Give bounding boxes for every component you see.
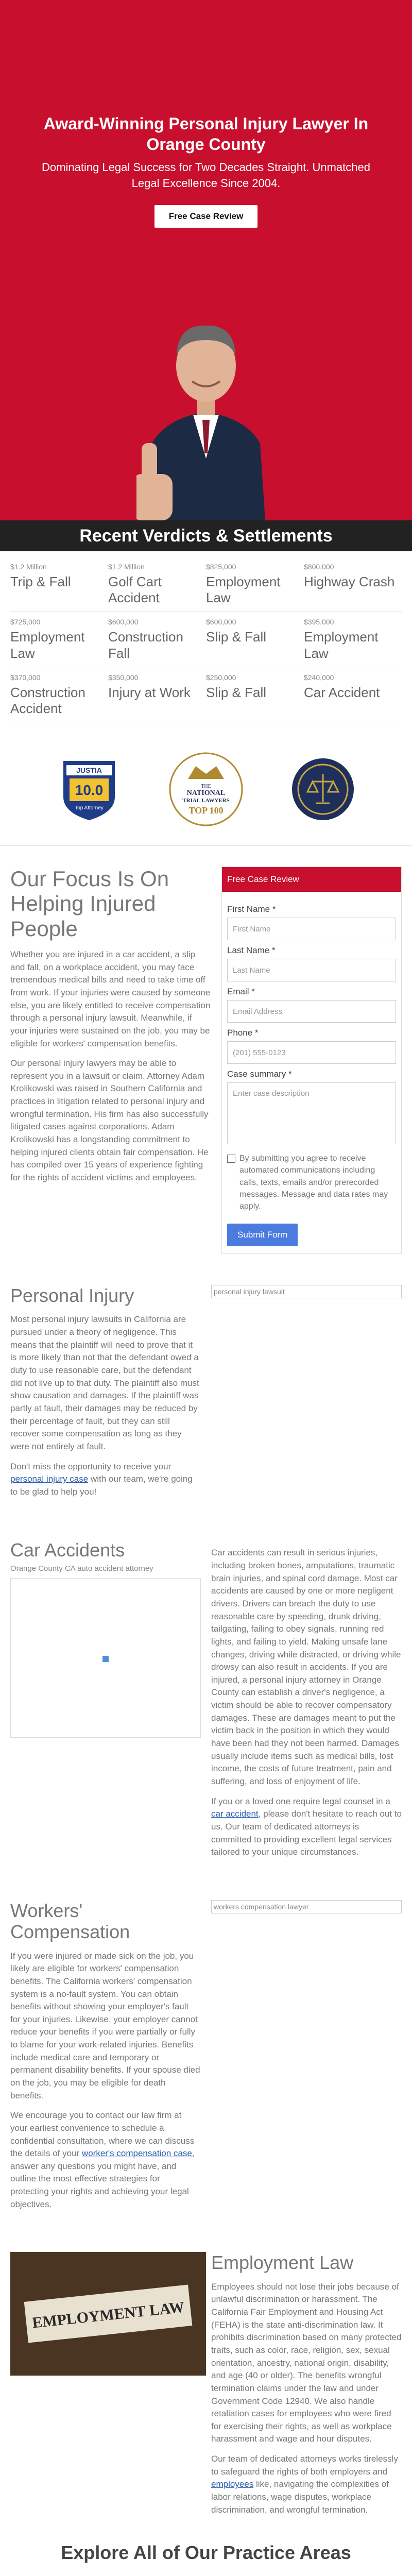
personal-injury-image: personal injury lawsuit <box>211 1285 402 1298</box>
last-name-input[interactable]: Last Name <box>227 959 396 981</box>
wc-p2-pre: We encourage you to contact our law firm at your earliest convenience to schedule a confidential consultation, where we can discuss the details of your <box>10 2110 195 2159</box>
national-trial-lawyers-badge <box>167 751 245 828</box>
personal-injury-title: Personal Injury <box>10 1285 134 1307</box>
verdict-card <box>108 667 206 722</box>
verdict-card <box>108 556 206 612</box>
case-summary-textarea[interactable]: Enter case description <box>227 1082 396 1144</box>
verdict-case-type: Trip & Fall <box>10 574 71 589</box>
focus-paragraph-1: Whether you are injured in a car accident, a slip and fall, on a workplace accident, you may face tremendous medical bills and need to take time off from work. If your injuries were caused by someone else, you are likely entitled to receive compensation through a personal injury lawsuit. Meanwhile, if your injuries were sustained on the job, you may be eligible for workers' compensation benefits. <box>10 950 211 1048</box>
workers-comp-image: workers compensation lawyer <box>211 1900 402 1913</box>
verdicts-grid <box>0 551 412 733</box>
practice-area-link[interactable] <box>141 2572 271 2576</box>
verdict-case-type: Construction Accident <box>10 684 85 716</box>
verdict-amount: $800,000 <box>304 563 334 571</box>
verdicts-title: Recent Verdicts & Settlements <box>0 520 412 551</box>
verdict-amount: $600,000 <box>108 618 139 626</box>
verdict-case-type: Slip & Fall <box>206 684 267 700</box>
attorney-portrait <box>136 289 276 520</box>
verdict-card <box>206 667 304 722</box>
practice-areas-title: Explore All of Our Practice Areas <box>61 2542 351 2564</box>
ntl-line2: NATIONAL <box>186 789 226 797</box>
verdict-card <box>10 556 108 612</box>
ntl-line1: THE <box>201 783 211 789</box>
form-header: Free Case Review <box>222 867 401 892</box>
ca-p2-pre: If you or a loved one require legal counsel in a <box>211 1796 390 1806</box>
justia-score-text: 10.0 <box>75 782 104 798</box>
employment-paragraph-1: Employees should not lose their jobs because of unlawful discrimination or harassment. The California Fair Employment and Housing Act (FEHA) is the state anti-discrimination law. It prohibits discrimination based on many protected traits, such as color, race, religion, sex, sexual orientation, ancestry, national origin, disability, and age (40 or older). The benefits wrongful termination claims under the law and under Government Code 12940. We also handle retaliation cases for employees who were fired for exercising their rights, as well as workplace harassment and wage and hour disputes. <box>211 2281 402 2444</box>
verdict-case-type: Employment Law <box>10 629 85 661</box>
personal-injury-case-link[interactable]: personal injury case <box>10 1474 89 1484</box>
case-summary-label: Case summary * <box>227 1069 292 1079</box>
verdict-card <box>10 612 108 667</box>
personal-injury-paragraph-1: Most personal injury lawsuits in California are pursued under a theory of negligence. This means that the plaintiff will need to prove that it is more likely than not that the defendant owed a duty to use reasonable care, but the defendant did not live up to that duty. The plaintiff also must show causation and damages. If the plaintiff was partly at fault, their damages may be reduced by their percentage of fault, but they can still recover some compensation as long as they were not entirely at fault. <box>10 1314 199 1451</box>
verdict-case-type: Injury at Work <box>108 684 191 700</box>
pi-p2-post: with our team, we're going to be glad to help you! <box>10 1474 193 1497</box>
car-accidents-map[interactable] <box>10 1578 201 1738</box>
focus-section <box>0 846 412 1264</box>
verdict-case-type: Employment Law <box>206 574 281 606</box>
consent-row <box>227 1153 396 1212</box>
submit-form-button[interactable]: Submit Form <box>227 1224 298 1246</box>
employment-section <box>0 2231 412 2537</box>
personal-injury-paragraph-2 <box>10 1461 201 1499</box>
verdict-amount: $250,000 <box>206 673 236 682</box>
justia-brand-text: JUSTIA <box>76 766 102 774</box>
el-p2-post: like, navigating the complexities of labor relations, wage disputes, workplace discrimination, and wrongful termination. <box>211 2479 389 2515</box>
verdict-case-type: Construction Fall <box>108 629 183 661</box>
verdict-card <box>304 556 402 612</box>
ntl-line3: TRIAL LAWYERS <box>182 797 230 804</box>
case-review-form <box>221 867 402 1254</box>
verdict-amount: $825,000 <box>206 563 236 571</box>
justia-badge <box>50 751 128 828</box>
workers-comp-section <box>0 1879 412 2232</box>
focus-title: Our Focus Is On Helping Injured People <box>10 867 169 941</box>
workers-comp-paragraph-2 <box>10 2109 201 2211</box>
email-input[interactable]: Email Address <box>227 1000 396 1023</box>
verdict-amount: $600,000 <box>206 618 236 626</box>
ca-p2-post: , please don't hesitate to reach out to us. Our team of dedicated attorneys is committed to providing excellent legal services tailored to your unique circumstances. <box>211 1809 402 1857</box>
email-label: Email * <box>227 987 255 997</box>
verdict-case-type: Car Accident <box>304 684 380 700</box>
verdict-card <box>10 667 108 722</box>
practice-areas-grid <box>10 2572 402 2576</box>
verdict-amount: $395,000 <box>304 618 334 626</box>
ntl-seal-icon <box>167 751 245 828</box>
map-pin-icon <box>102 1656 109 1662</box>
scales-seal-icon <box>289 756 356 823</box>
first-name-input[interactable]: First Name <box>227 918 396 940</box>
verdict-case-type: Highway Crash <box>304 574 395 589</box>
practice-area-link[interactable] <box>10 2572 141 2576</box>
car-accidents-section <box>0 1519 412 1879</box>
employment-sign-text: EMPLOYMENT LAW <box>31 2298 185 2332</box>
verdict-amount: $350,000 <box>108 673 139 682</box>
free-case-review-button[interactable]: Free Case Review <box>154 205 258 228</box>
hero-section <box>0 0 412 520</box>
car-accidents-title: Car Accidents <box>10 1539 125 1561</box>
employment-paragraph-2 <box>211 2453 402 2516</box>
verdict-amount: $1.2 Million <box>10 563 47 571</box>
phone-input[interactable]: (201) 555-0123 <box>227 1041 396 1064</box>
hero-subtitle: Dominating Legal Success for Two Decades Straight. Unmatched Legal Excellence Since 2004. <box>42 161 370 190</box>
justia-label-text: Top Attorney <box>75 805 104 811</box>
personal-injury-section <box>0 1264 412 1519</box>
award-badges <box>0 733 412 846</box>
practice-areas-section <box>0 2537 412 2576</box>
verdict-amount: $370,000 <box>10 673 41 682</box>
phone-label: Phone * <box>227 1028 259 1038</box>
practice-area-link <box>271 2572 402 2576</box>
focus-paragraph-2: Our personal injury lawyers may be able to represent you in a lawsuit or claim. Attorney Adam Krolikowski was raised in Southern California and practices in litigation related to personal injury and wrongful termination. His firm has also successfully litigated cases against corporations. Adam Krolikowski has a longstanding commitment to helping injured clients obtain fair compensation. He has compiled over 15 years of experience fighting for the rights of accident victims and employees. <box>10 1058 209 1182</box>
verdict-card <box>206 612 304 667</box>
workers-comp-title: Workers' Compensation <box>10 1900 130 1943</box>
consent-text: By submitting you agree to receive automated communications including calls, texts, emails and/or prerecorded messages. Message and data rates may apply. <box>239 1154 388 1211</box>
verdict-amount: $240,000 <box>304 673 334 682</box>
wc-p2-post: , answer any questions you might have, and outline the most effective strategies for protecting your rights and achieving your legal objectives. <box>10 2148 195 2209</box>
verdict-case-type: Employment Law <box>304 629 379 661</box>
consent-checkbox[interactable] <box>227 1155 235 1163</box>
employment-title: Employment Law <box>211 2252 354 2274</box>
verdict-card <box>304 612 402 667</box>
car-accident-link[interactable]: car accident <box>211 1809 259 1819</box>
verdict-case-type: Golf Cart Accident <box>108 574 162 606</box>
verdict-card <box>304 667 402 722</box>
ntl-line4: TOP 100 <box>188 805 224 816</box>
car-accidents-paragraph-1: Car accidents can result in serious injuries, including broken bones, amputations, traumatic brain injuries, and spinal cord damage. Most car accidents are caused by one or more negligent drivers. Drivers can breach the duty to use reasonable care by speeding, drunk driving, tailgating, failing to obey signals, running red lights, and failing to yield. Making unsafe lane changes, driving while distracted, or driving while drowsy can also result in accidents. If you are injured, a personal injury attorney in Orange County can establish a driver's negligence, a victim should be able to recover compensatory damages. These are damages meant to put the victim back in the position in which they would have been had they not been harmed. Damages usually include items such as medical bills, lost income, the costs of future treatment, pain and suffering, and loss of enjoyment of life. <box>211 1548 401 1786</box>
workers-comp-paragraph-1: If you were injured or made sick on the job, you likely are eligible for workers' compensation benefits. The California workers' compensation system is a no-fault system. You can obtain benefits without showing your employer's fault for your injuries. Likewise, your employer cannot reduce your benefits if you were partially or fully to blame for your work-related injuries. Benefits include medical care and temporary or permanent disability benefits. If your spouse died on the job, you may be eligible for death benefits. <box>10 1951 200 2100</box>
el-p2-pre: Our team of dedicated attorneys works tirelessly to safeguard the rights of both employers and <box>211 2454 398 2477</box>
hero-title: Award-Winning Personal Injury Lawyer In Orange County <box>43 114 369 154</box>
verdict-amount: $1.2 Million <box>108 563 145 571</box>
workers-comp-case-link[interactable]: worker's compensation case <box>81 2148 192 2159</box>
car-accidents-paragraph-2 <box>211 1795 402 1859</box>
last-name-label: Last Name * <box>227 945 276 956</box>
car-accidents-map-title: Orange County CA auto accident attorney <box>10 1564 153 1573</box>
verdict-amount: $725,000 <box>10 618 41 626</box>
first-name-label: First Name * <box>227 904 276 914</box>
employees-link[interactable]: employees <box>211 2479 254 2489</box>
verdict-card <box>108 612 206 667</box>
employment-law-image <box>10 2252 206 2376</box>
justia-shield-icon <box>58 756 120 823</box>
pi-p2-pre: Don't miss the opportunity to receive your <box>10 1461 171 1471</box>
seal-badge <box>284 751 362 828</box>
employment-sign-graphic <box>10 2252 206 2376</box>
verdict-card <box>206 556 304 612</box>
verdict-case-type: Slip & Fall <box>206 629 267 645</box>
